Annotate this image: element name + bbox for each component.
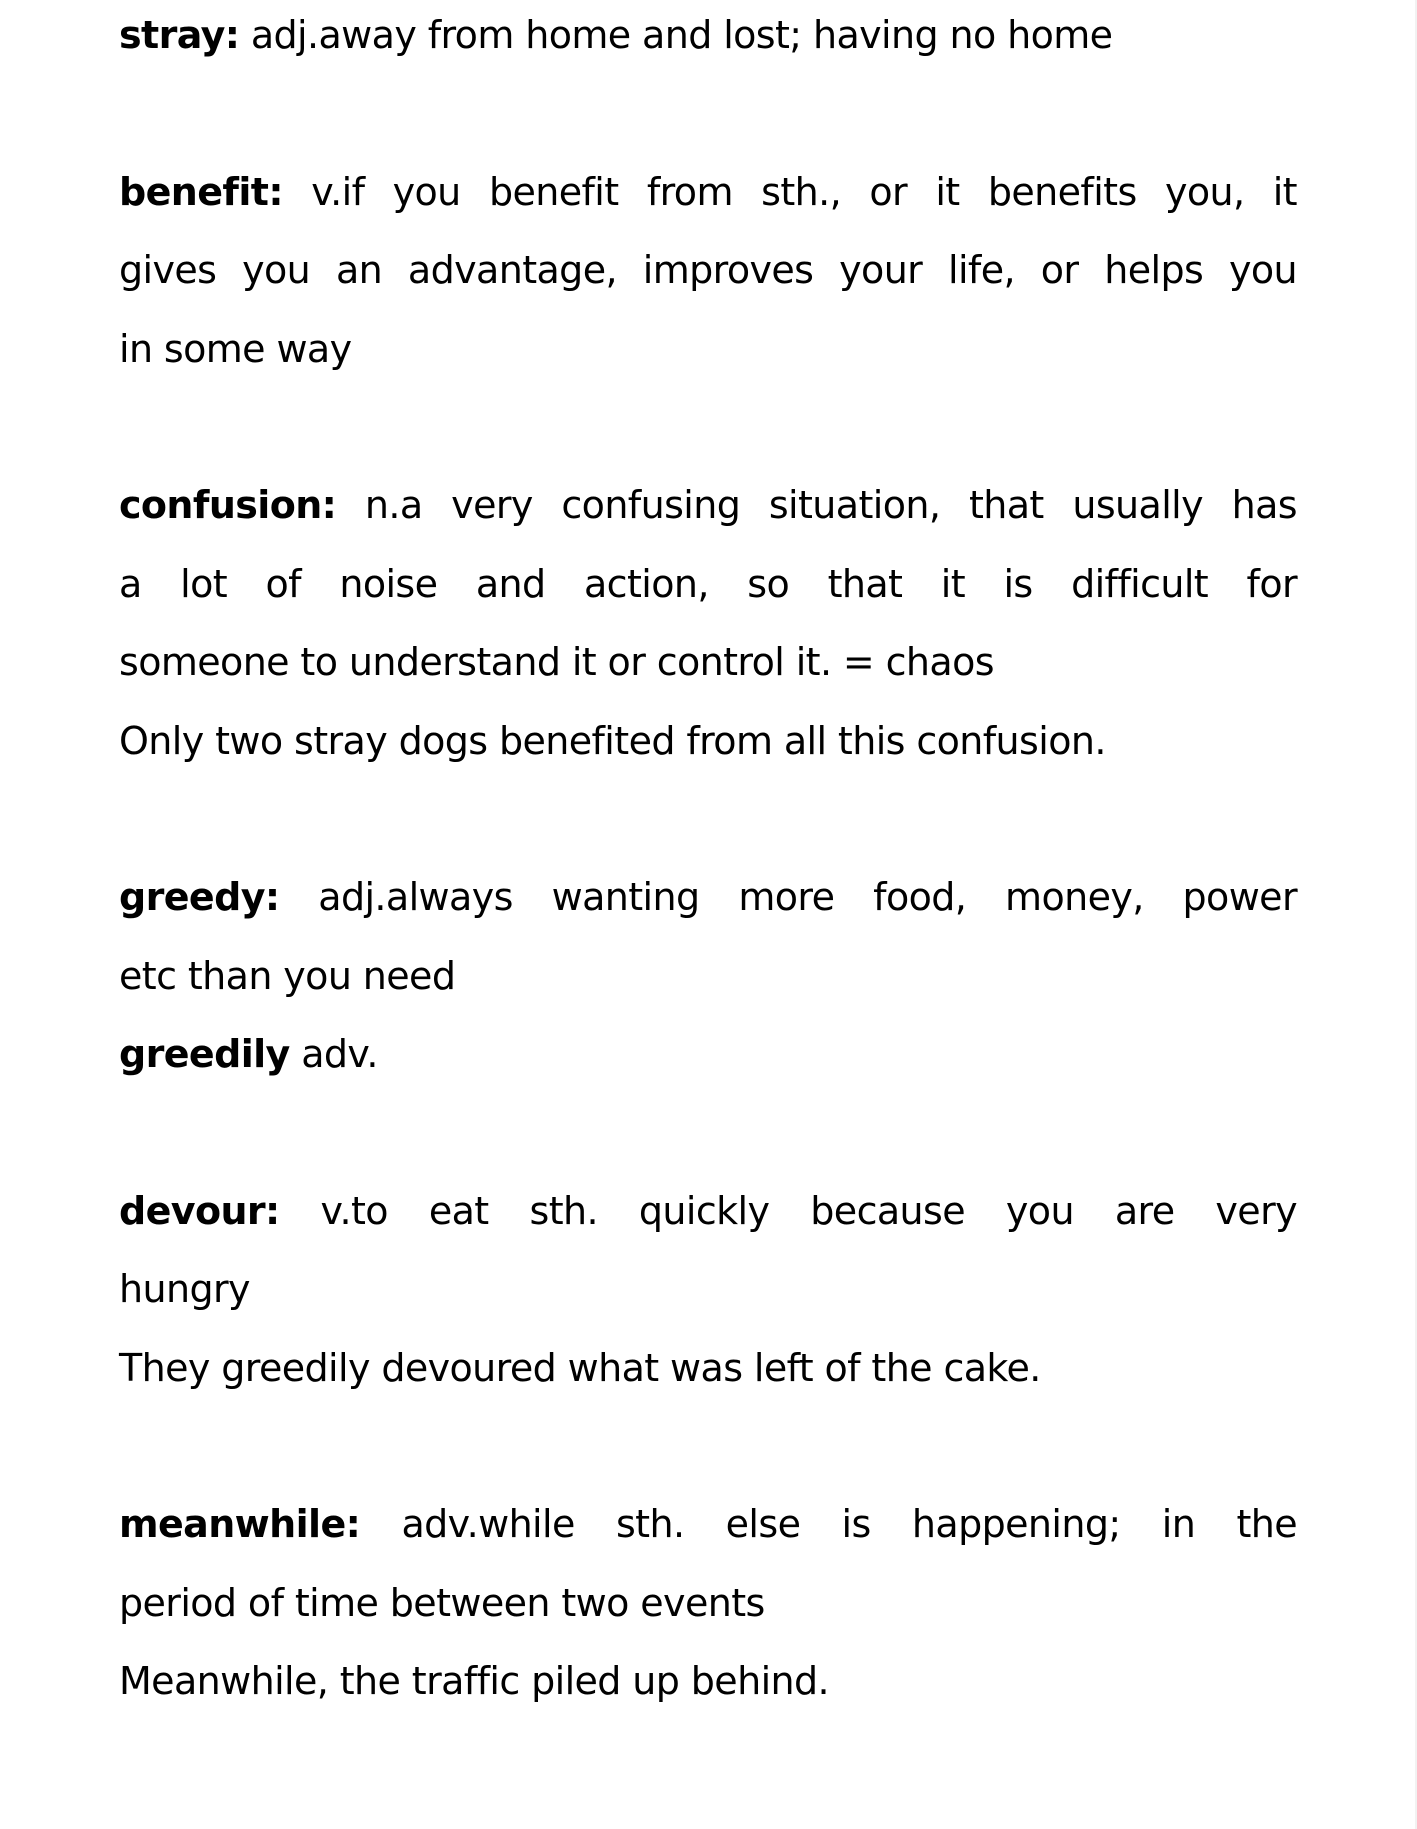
definition-line: etc than you need (119, 953, 456, 998)
definition-line (119, 1172, 1297, 1251)
term: stray: (119, 13, 240, 57)
derived-term: greedily (119, 1032, 290, 1076)
entry-stray (119, 0, 1297, 75)
entry-benefit (119, 153, 1297, 389)
term: greedy: (119, 875, 280, 919)
definition-text: v.if you benefit from sth., or it benefits you, it (282, 169, 1297, 214)
term: devour: (119, 1188, 280, 1233)
definition-line: gives you an advantage, improves your life, or helps you (119, 248, 1297, 292)
definition-text: n.a very confusing situation, that usually has (336, 483, 1297, 527)
term: benefit: (119, 169, 283, 214)
example-sentence: Only two stray dogs benefited from all this confusion. (119, 718, 1106, 763)
vocabulary-page (119, 0, 1297, 1799)
definition-line: period of time between two events (119, 1580, 765, 1625)
entry-devour (119, 1172, 1297, 1408)
entry-greedy (119, 858, 1297, 1094)
definition-text: adv.while sth. else is happening; in the (360, 1502, 1297, 1546)
definition-line: in some way (119, 326, 352, 371)
term: confusion: (119, 483, 337, 527)
derived-form-line (119, 1015, 1297, 1094)
entry-meanwhile (119, 1485, 1297, 1721)
derived-pos: adv. (289, 1032, 378, 1076)
example-sentence: They greedily devoured what was left of the cake. (119, 1345, 1041, 1390)
definition-text: adj.away from home and lost; having no home (239, 13, 1113, 57)
definition-line (119, 153, 1297, 232)
definition-line: hungry (119, 1267, 250, 1311)
definition-line: a lot of noise and action, so that it is difficult for (119, 561, 1297, 606)
definition-line (119, 858, 1297, 937)
definition-text: adj.always wanting more food, money, power (279, 875, 1297, 919)
definition-line (119, 0, 1297, 75)
definition-line: someone to understand it or control it. = chaos (119, 640, 994, 684)
entry-confusion (119, 466, 1297, 780)
definition-text: v.to eat sth. quickly because you are very (279, 1188, 1297, 1233)
term: meanwhile: (119, 1502, 361, 1546)
definition-line (119, 466, 1297, 545)
example-sentence: Meanwhile, the traffic piled up behind. (119, 1659, 830, 1703)
definition-line (119, 1485, 1297, 1564)
